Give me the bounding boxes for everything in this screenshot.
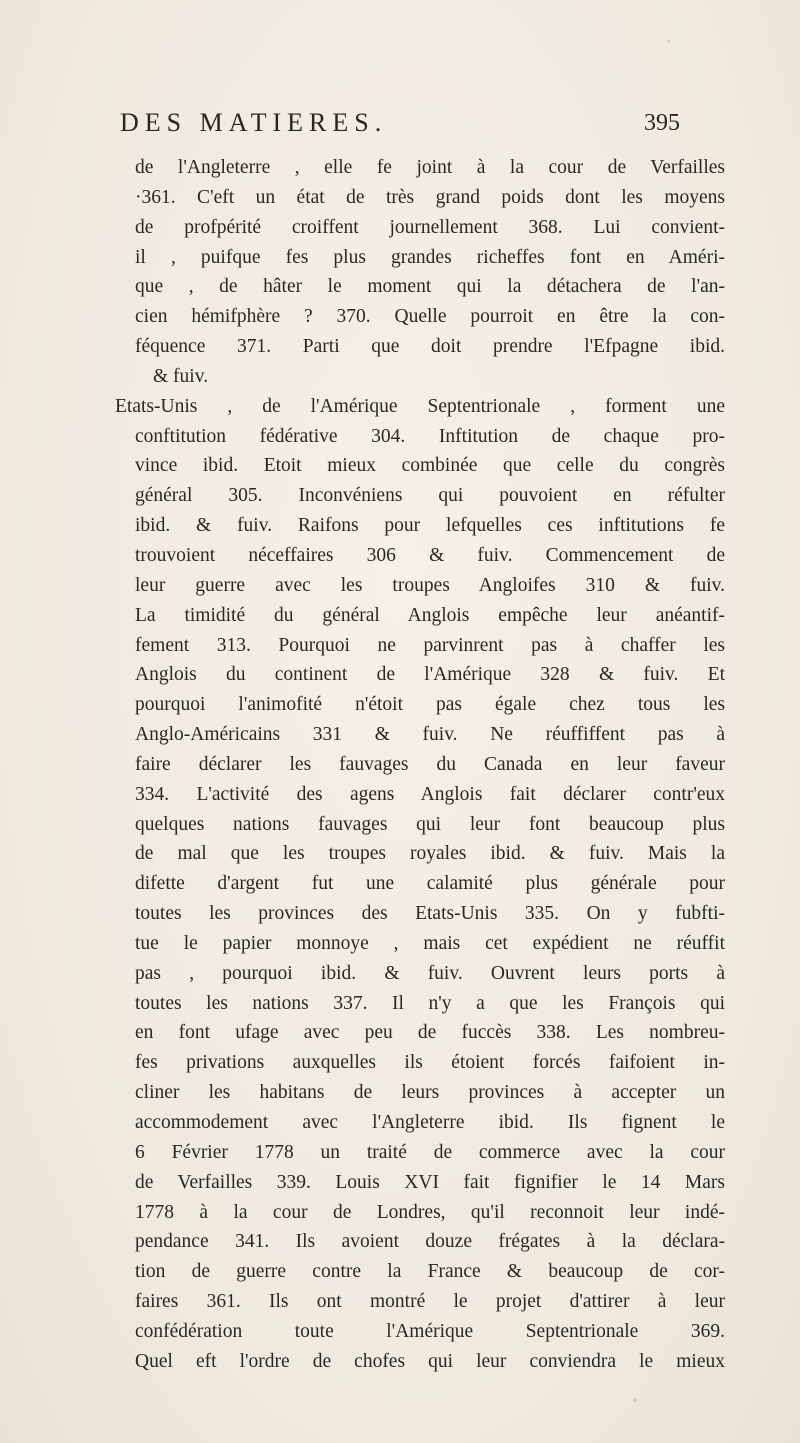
text-line: confédération toute l'Amérique Septentrionale 369.: [135, 1320, 725, 1342]
text-line: vince ibid. Etoit mieux combinée que celle du congrès: [135, 455, 725, 477]
text-line: en font ufage avec peu de fuccès 338. Les nombreu-: [135, 1022, 725, 1044]
page-header: [120, 108, 680, 148]
paper-speck: [633, 1398, 637, 1402]
text-line: trouvoient néceffaires 306 & fuiv. Commencement de: [135, 544, 725, 566]
paper-speck: [667, 40, 670, 43]
text-line: ibid. & fuiv. Raifons pour lefquelles ces inftitutions fe: [135, 515, 725, 537]
text-line: 1778 à la cour de Londres, qu'il reconnoit leur indé-: [135, 1201, 725, 1223]
text-line: il , puifque fes plus grandes richeffes font en Améri-: [135, 246, 725, 268]
text-line: de Verfailles 339. Louis XVI fait fignifier le 14 Mars: [135, 1171, 725, 1193]
text-line: fement 313. Pourquoi ne parvinrent pas à chaffer les: [135, 634, 725, 656]
text-line: & fuiv.: [153, 365, 209, 387]
text-line: fes privations auxquelles ils étoient forcés faifoient in-: [135, 1052, 725, 1074]
text-line: de mal que les troupes royales ibid. & fuiv. Mais la: [135, 843, 725, 865]
index-entry-heading-line: Etats-Unis , de l'Amérique Septentrionale , forment une: [115, 395, 725, 417]
text-line: leur guerre avec les troupes Angloifes 310 & fuiv.: [135, 574, 725, 596]
text-line: féquence 371. Parti que doit prendre l'Efpagne ibid.: [135, 336, 725, 358]
text-line: 334. L'activité des agens Anglois fait déclarer contr'eux: [135, 783, 725, 805]
text-line: pas , pourquoi ibid. & fuiv. Ouvrent leurs ports à: [135, 962, 725, 984]
text-line: conftitution fédérative 304. Inftitution de chaque pro-: [135, 425, 725, 447]
text-line: de profpérité croiffent journellement 368. Lui convient-: [135, 216, 725, 238]
text-line: Anglois du continent de l'Amérique 328 & fuiv. Et: [135, 664, 725, 686]
text-line: de l'Angleterre , elle fe joint à la cour de Verfailles: [135, 157, 725, 178]
index-text-block: [115, 153, 725, 1377]
text-line: que , de hâter le moment qui la détachera de l'an-: [135, 276, 725, 298]
text-line: général 305. Inconvéniens qui pouvoient en réfulter: [135, 485, 725, 507]
text-line: pourquoi l'animofité n'étoit pas égale chez tous les: [135, 694, 725, 716]
text-line: La timidité du général Anglois empêche leur anéantif-: [135, 604, 725, 626]
text-line: difette d'argent fut une calamité plus générale pour: [135, 873, 725, 895]
text-line: toutes les provinces des Etats-Unis 335. On y fubfti-: [135, 903, 725, 925]
text-line: tue le papier monnoye , mais cet expédient ne réuffit: [135, 932, 725, 954]
text-line: Anglo-Américains 331 & fuiv. Ne réuffiffent pas à: [135, 724, 725, 746]
text-line: faire déclarer les fauvages du Canada en leur faveur: [135, 753, 725, 775]
page-number: 395: [644, 110, 680, 136]
text-line: Quel eft l'ordre de chofes qui leur conviendra le mieux: [135, 1350, 725, 1372]
text-line: quelques nations fauvages qui leur font beaucoup plus: [135, 813, 725, 835]
text-line: faires 361. Ils ont montré le projet d'attirer à leur: [135, 1291, 725, 1313]
text-line: cliner les habitans de leurs provinces à accepter un: [135, 1082, 725, 1104]
text-line: 6 Février 1778 un traité de commerce avec la cour: [135, 1141, 725, 1163]
text-line: ·361. C'eft un état de très grand poids dont les moyens: [135, 186, 725, 208]
text-line: toutes les nations 337. Il n'y a que les François qui: [135, 992, 725, 1014]
text-line: pendance 341. Ils avoient douze frégates à la déclara-: [135, 1231, 725, 1253]
text-line: accommodement avec l'Angleterre ibid. Ils fignent le: [135, 1112, 725, 1133]
running-head: DES MATIERES.: [120, 108, 388, 137]
text-line: tion de guerre contre la France & beaucoup de cor-: [135, 1261, 725, 1283]
text-line: cien hémifphère ? 370. Quelle pourroit en être la con-: [135, 306, 725, 328]
